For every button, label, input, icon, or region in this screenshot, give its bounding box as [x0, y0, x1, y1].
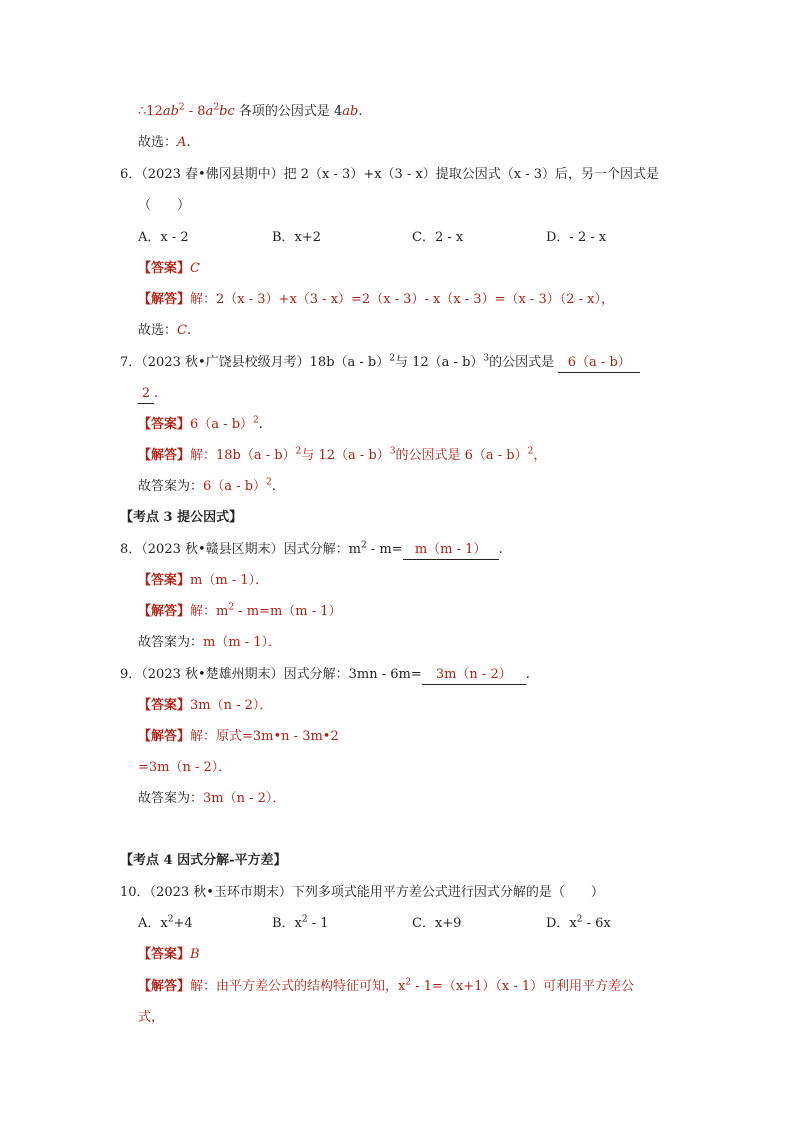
q6-answer: 【答案】C	[138, 261, 200, 276]
section-3-title: 【考点 3 提公因式】	[120, 510, 243, 525]
q7-blank: 6（a - b）	[558, 354, 640, 373]
q7-answer: 【答案】6（a - b）$^2$.	[138, 415, 263, 432]
q10-answer: 【答案】B	[138, 947, 200, 962]
q9-solution-line2: =3m（n - 2）．	[138, 760, 232, 775]
q6-option-a: A．x - 2	[138, 230, 189, 245]
q6-choose: 故选：C.	[138, 323, 192, 338]
q10-stem: 10．（2023 秋•玉环市期末）下列多项式能用平方差公式进行因式分解的是（ ）	[120, 885, 604, 900]
section-4-title: 【考点 4 因式分解-平方差】	[120, 853, 287, 868]
q8-final: 故答案为：m（m - 1）．	[138, 635, 282, 650]
q6-option-b: B．x+2	[272, 230, 322, 245]
q9-solution: 【解答】解：原式=3m•n - 3m•2	[138, 729, 339, 744]
q10-option-c: C．x+9	[412, 916, 462, 931]
q10-solution: 【解答】解：由平方差公式的结构特征可知，$x^2 - 1=(x+1)(x - 1)$可利用平方差公	[138, 977, 635, 994]
q9-blank: 3m（n - 2）	[422, 666, 526, 685]
q9-final: 故答案为：3m（n - 2）．	[138, 791, 286, 806]
q6-option-d: D．- 2 - x	[546, 230, 607, 245]
q9-answer: 【答案】3m（n - 2）．	[138, 698, 273, 713]
q7-stem-cont: 2 .	[138, 385, 158, 404]
q8-stem: 8．（2023 秋•赣县区期末）因式分解：$m^2 - m= m(m - 1)$ .	[120, 541, 503, 560]
q10-option-b: B．$x^2 - 1$	[272, 914, 329, 931]
q7-stem: 7．（2023 秋•广饶县校级月考）18b（a - b）$^2$与 12（a - b）$^3$的公因式是 6（a - b）	[120, 354, 640, 373]
q7-final: 故答案为：6（a - b）$^2$.	[138, 477, 276, 494]
q8-answer: 【答案】m（m - 1）．	[138, 573, 269, 588]
q7-solution: 【解答】解：18b（a - b）$^2$与 12（a - b）$^3$的公因式是 6（a - b）$^2$，	[138, 446, 547, 463]
q6-solution: 【解答】解：2（x - 3）+x（3 - x）=2（x - 3）- x（x - 3）=（x - 3）（2 - x），	[138, 292, 614, 307]
q8-solution: 【解答】解：$m^2 - m=m(m - 1)$	[138, 602, 342, 619]
q9-stem: 9．（2023 秋•楚雄州期末）因式分解：3mn - 6m= 3m（n - 2） .	[120, 666, 530, 685]
q5-conclusion: $\therefore 12ab^2 - 8a^2bc$ 各项的公因式是 4ab.	[138, 102, 363, 119]
q10-option-a: A．$x^2+4$	[138, 914, 193, 931]
q5-choose: 故选：A.	[138, 135, 191, 150]
q10-option-d: D．$x^2 - 6x$	[546, 914, 611, 931]
q6-stem-line1: 6．（2023 春•佛冈县期中）把 2（x - 3）+x（3 - x）提取公因式（x - 3）后，另一个因式是	[120, 167, 660, 182]
q10-solution-line2: 式，	[138, 1010, 165, 1025]
q6-option-c: C．2 - x	[412, 230, 464, 245]
q8-blank: m（m - 1）	[403, 541, 499, 560]
q6-stem-line2: （ ）	[138, 198, 191, 213]
